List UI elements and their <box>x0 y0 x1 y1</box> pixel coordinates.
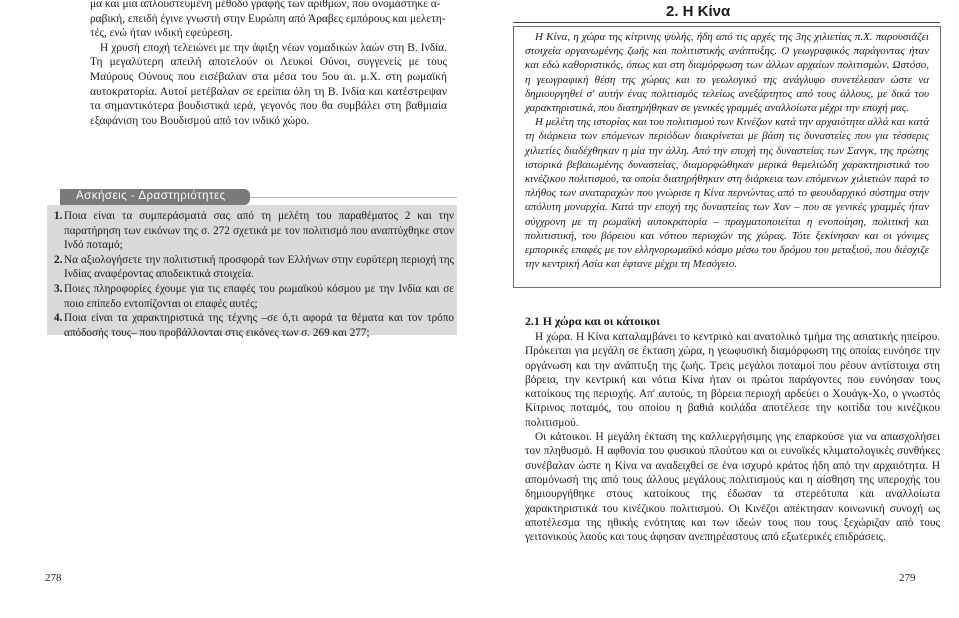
exercise-number: 1. <box>54 210 63 222</box>
exercise-number: 2. <box>54 253 63 266</box>
intro-box <box>513 26 941 288</box>
left-page-text <box>90 0 447 128</box>
box-paragraph: Η Κίνα, η χώρα της κίτρινης ψυλής, ήδη από τις αρχές της 3ης χιλιετίας π.Χ. παρουσιάζει στοιχεία οργανωμένης ζωής και πολιτιστικής ανάπτυξης. Ο γεωγραφικός παράγοντας ήταν και εδώ καθοριστικός, όπως και στη διαμόρφωση των άλλων αρχαίων πολιτισμών. Ωστόσο, η γεωγραφική θέση της χώρας και το γεωλογικό της ανάγλυφο συνετέλεσαν ώστε να δημιουργηθεί σ' αυτήν ένας πολιτισμός τελείως ανεξάρτητος από τους άλλους, με δικά του χαρακτηριστικά, που διατηρήθηκαν σε γενικές γραμμές αναλλοίωτα μέχρι την εποχή μας. <box>525 31 929 115</box>
body-paragraph: Η χώρα. Η Κίνα καταλαμβάνει το κεντρικό και ανατολικό τμήμα της ασιατικής ηπείρου. Πρόκειται για μεγάλη σε έκταση χώρα, η γεωφυσική διαμόρφωση της οποίας ευνόησε την οργάνωση και την ανάπτυξη της ζωής. Τρεις μεγάλοι ποταμοί που ρέουν αντίστοιχα στη βόρεια, την κεντρική και νότια Κίνα ήταν οι πρώτοι παράγοντες που ευνόησαν τους κατοίκους της περιοχής. Απ' αυτούς, τη βόρεια περιοχή αρδεύει ο Χουάγκ-Χο, ο γνωστός Κίτρινος ποταμός, του οποίου η βαθιά κοιλάδα αποτέλεσε την κοιτίδα του κινέζικου πολιτισμού. <box>525 331 940 429</box>
intro-line: τές, ενώ ήταν ινδική εφεύρεση. <box>90 27 233 40</box>
exercise-number: 4. <box>54 312 63 325</box>
right-page <box>480 0 959 618</box>
exercises-title: Ασκήσεις - Δραστηριότητες <box>76 190 226 202</box>
exercise-item <box>54 311 454 340</box>
intro-line: μα και μια απλουστευμένη μέθοδο γραφής των αριθμών, που ονομάστηκε α- <box>90 0 441 10</box>
body-paragraph: Οι κάτοικοι. Η μεγάλη έκταση της καλλιεργήσιμης γης επαρκούσε για να απασχολήσει τον πληθυσμό. Η αφθονία του φυσικού πλούτου και οι ευνοϊκές κλιματολογικές συνθήκες συνέβαλαν ώστε η Κίνα να αναδειχθεί σε ένα ισχυρό κράτος ήδη από την αρχαιότητα. Η απομόνωσή της από τους άλλους μεγάλους πολιτισμούς και η αίσθηση της υπεροχής του δημιουργήθηκε στους κατοίκους της έδωσαν τα στερεότυπα και αναλλοίωτα χαρακτηριστικά του κινέζικου πολιτισμού. Οι Κινέζοι απέκτησαν κοινωνική συνοχή ως αποτέλεσμα της ηθικής ενότητας και των ιδεών τους που τους ξεχώριζαν από τους γειτονικούς λαούς και τους άφησαν ανεπηρέαστους από εξωτερικές επιδράσεις. <box>525 431 940 544</box>
section-title: 2. Η Κίνα <box>666 3 731 20</box>
page-number-left: 278 <box>45 572 62 584</box>
exercise-text: Ποια είναι τα χαρακτηριστικά της τέχνης –σε ό,τι αφορά τα θέματα και τον τρόπο απόδοσής τους– που προβάλλονται στις εικόνες των σ. 269 και 277; <box>64 312 454 339</box>
box-paragraph: Η μελέτη της ιστορίας και του πολιτισμού των Κινέζων κατά την αρχαιότητα αλλά και κατά τη διάρκεια των επόμενων περιόδων διακρίνεται με βάση τις δυναστείες που για τέσσερις χιλιετίες διαδέχθηκαν η μία την άλλη. Από την εποχή της δυναστείας των Σανγκ, της πρώτης ιστορικά βεβαιωμένης δυναστείας, διαμορφώθηκαν μερικά θεμελιώδη χαρακτηριστικά του κινέζικου πολιτισμού, τα οποία διατηρήθηκαν στη διάρκεια των επόμενων χιλιετιών παρά το πλήθος των αναταραχών που γνώρισε η Κίνα περνώντας από το φεουδαρχικό σύστημα στην απόλυτη μοναρχία. Κατά την εποχή της δυναστείας των Χαν – που σε γενικές γραμμές ήταν σύγχρονη με τη ρωμαϊκή αυτοκρατορία – πραγματοποιείται η ενοποίηση, πολιτική και πολιτιστική, του βόρειου και νότιου περιοχών της χώρας. Τότε ξεκίνησαν και οι γόνιμες εμπορικές επαφές με τον ελληνορωμαϊκό κόσμο μέσω του δρόμου του μεταξιού, που διέσχιζε την κεντρική Ασία και έφτανε μέχρι τη Μεσόγειο. <box>525 116 929 271</box>
left-page <box>0 0 479 618</box>
exercise-text: Ποιες πληροφορίες έχουμε για τις επαφές του ρωμαϊκού κόσμου με την Ινδία και σε ποιο επίπεδο εντοπίζονται οι επαφές αυτές; <box>64 282 454 310</box>
exercise-number: 3. <box>54 282 63 295</box>
exercise-text: Ποια είναι τα συμπεράσματά σας από τη μελέτη του παραθέματος 2 και την παρατήρηση των εικόνων της σ. 272 σχετικά με τον πολιτισμό που αναπτύχθηκε στον Ινδό ποταμό; <box>64 210 454 252</box>
body-text <box>525 330 940 544</box>
paragraph-huns: Η χρυσή εποχή τελειώνει με την άφιξη νέων νομαδικών λαών στη Β. Ινδία. Τη μεγαλύτερη απειλή αποτελούν οι Λευκοί Ούνοι, συγγενείς με τους Μαύρους Ούνους που εισέβαλαν στα μέσα του 5ου αι. μ.Χ. στη ρωμαϊκή αυτοκρατορία. Αυτοί μετέβαλαν σε ερείπια όλη τη Β. Ινδία και κατέστρεψαν τα σημαντικότερα βουδιστικά ιερά, γεγονός που θα συμβάλει στη βαθμιαία εξαφάνιση του Βουδισμού από τον ινδικό χώρο. <box>90 41 447 127</box>
subsection-title: 2.1 Η χώρα και οι κάτοικοι <box>525 314 660 328</box>
exercises-rule <box>250 197 457 198</box>
title-rule <box>513 22 940 23</box>
exercises-list <box>54 209 454 340</box>
exercise-item <box>54 209 454 253</box>
exercise-item <box>54 282 454 311</box>
exercise-item <box>54 253 454 282</box>
exercises-header <box>60 189 250 205</box>
intro-line: ραβική, επειδή έγινε γνωστή στην Ευρώπη από Άραβες εμπόρους και μελετη- <box>90 12 446 25</box>
exercise-text: Να αξιολογήσετε την πολιτιστική προσφορά των Ελλήνων στην ευρύτερη περιοχή της Ινδίας αναφέροντας αποδεικτικά στοιχεία. <box>64 253 454 281</box>
page-number-right: 279 <box>899 572 916 584</box>
